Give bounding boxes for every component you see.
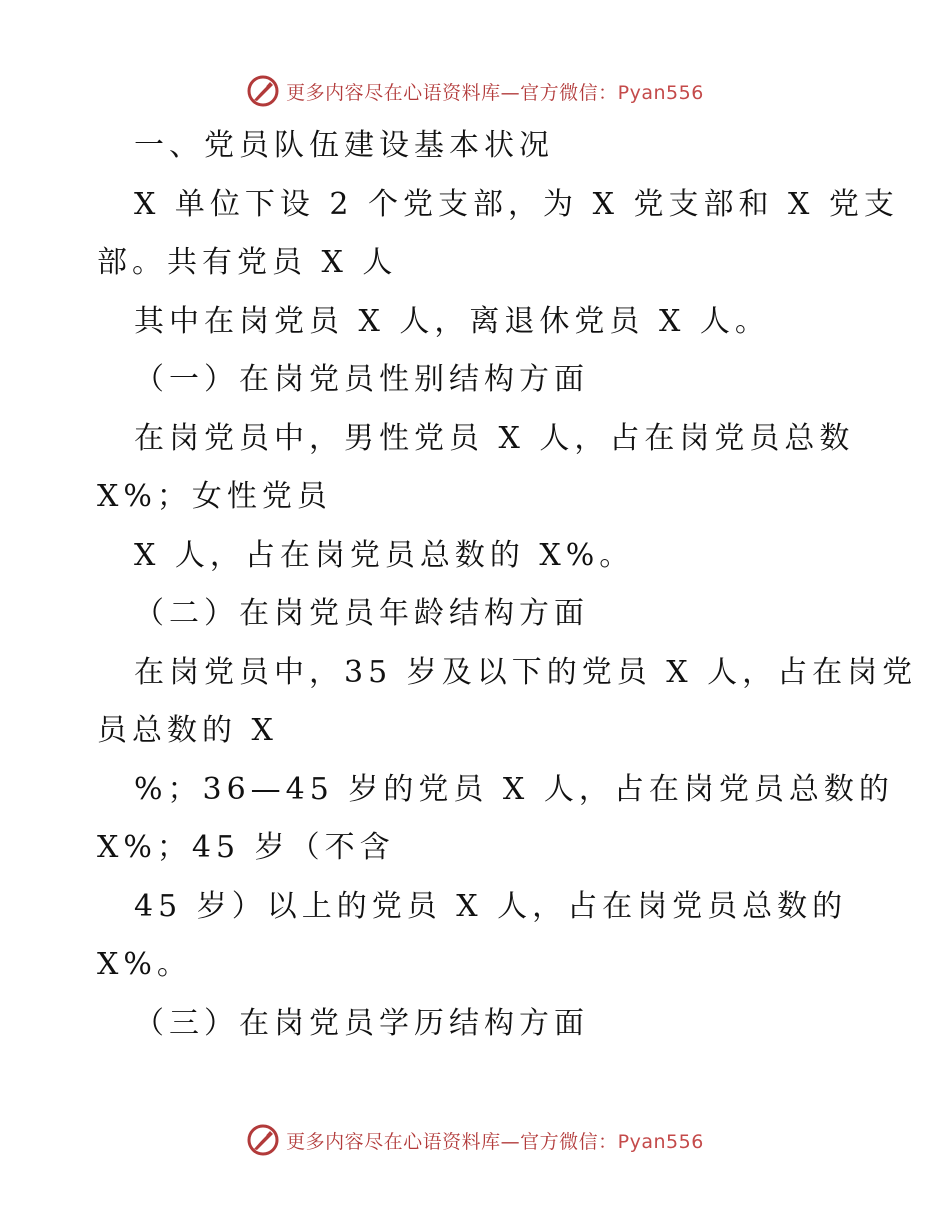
section-heading: 一、党员队伍建设基本状况	[134, 128, 554, 163]
watermark-text: 更多内容尽在心语资料库—官方微信：Pyan556	[286, 81, 704, 104]
paragraph-line: 45 岁）以上的党员 X 人，占在岗党员总数的	[134, 889, 848, 924]
subsection-heading: （三）在岗党员学历结构方面	[134, 1006, 589, 1041]
paragraph-line: 其中在岗党员 X 人，离退休党员 X 人。	[134, 304, 770, 339]
subsection-heading: （二）在岗党员年龄结构方面	[134, 596, 589, 631]
paragraph-line: 在岗党员中，男性党员 X 人，占在岗党员总数	[134, 421, 855, 456]
paragraph-line: X%。	[97, 947, 192, 982]
feather-logo-icon	[246, 1123, 280, 1157]
paragraph-line: 在岗党员中，35 岁及以下的党员 X 人，占在岗党	[134, 655, 918, 690]
paragraph-line: X 单位下设 2 个党支部，为 X 党支部和 X 党支	[134, 187, 899, 222]
feather-logo-icon	[246, 74, 280, 108]
watermark-text: 更多内容尽在心语资料库—官方微信：Pyan556	[286, 1130, 704, 1153]
paragraph-line: X%；女性党员	[97, 479, 332, 514]
paragraph-line: 部。共有党员 X 人	[97, 245, 398, 280]
paragraph-line: X%；45 岁（不含	[97, 830, 395, 865]
watermark-banner-bottom	[0, 1120, 950, 1160]
paragraph-line: X 人，占在岗党员总数的 X%。	[134, 538, 635, 573]
subsection-heading: （一）在岗党员性别结构方面	[134, 362, 589, 397]
paragraph-line: 员总数的 X	[97, 713, 278, 748]
watermark-banner-top	[0, 71, 950, 111]
paragraph-line: %；36—45 岁的党员 X 人，占在岗党员总数的	[134, 772, 894, 807]
